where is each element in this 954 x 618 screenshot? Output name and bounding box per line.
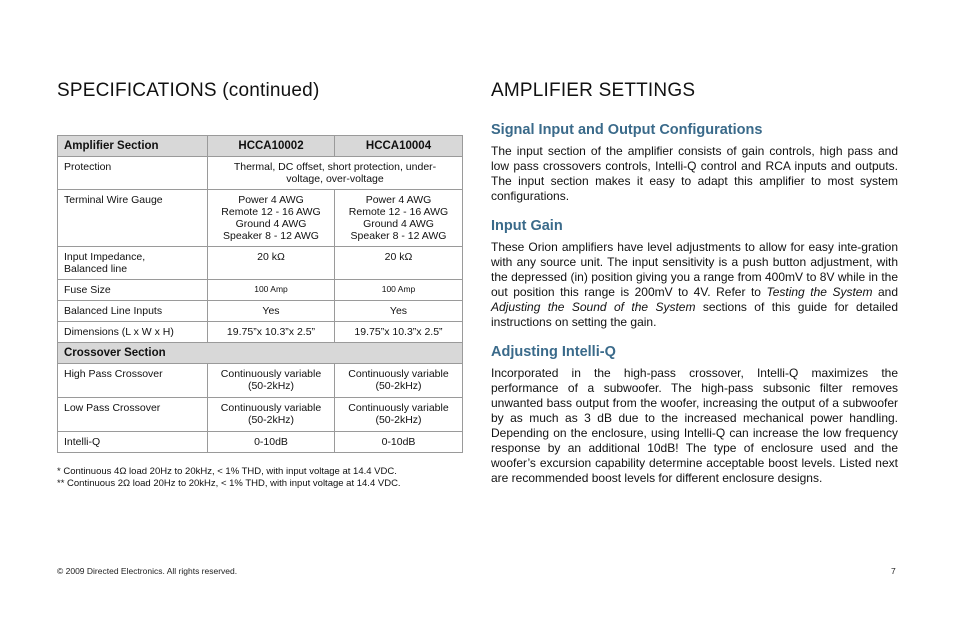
- footnote: * Continuous 4Ω load 20Hz to 20kHz, < 1% THD, with input voltage at 14.4 VDC.: [57, 466, 397, 477]
- table-row: [58, 190, 463, 247]
- row-value: Power 4 AWG Remote 12 - 16 AWG Ground 4 AWG Speaker 8 - 12 AWG: [335, 190, 463, 247]
- amplifier-settings-column: [491, 80, 898, 500]
- footnotes: [57, 466, 462, 490]
- row-value: Continuously variable (50-2kHz): [335, 364, 463, 398]
- row-value: 20 kΩ: [208, 247, 335, 280]
- table-row: [58, 432, 463, 453]
- specifications-title: SPECIFICATIONS (continued): [57, 80, 320, 101]
- row-label: Input Impedance, Balanced line: [58, 247, 208, 280]
- table-row: [58, 322, 463, 343]
- table-row: [58, 364, 463, 398]
- row-value: Thermal, DC offset, short protection, under- voltage, over-voltage: [208, 157, 463, 190]
- row-value: Power 4 AWG Remote 12 - 16 AWG Ground 4 AWG Speaker 8 - 12 AWG: [208, 190, 335, 247]
- row-value: 19.75”x 10.3”x 2.5”: [208, 322, 335, 343]
- row-label: Dimensions (L x W x H): [58, 322, 208, 343]
- row-value: Continuously variable (50-2kHz): [208, 398, 335, 432]
- row-value: Yes: [208, 301, 335, 322]
- amplifier-settings-title: AMPLIFIER SETTINGS: [491, 80, 696, 101]
- crossover-section-header: Crossover Section: [58, 343, 463, 364]
- table-header-cell: HCCA10004: [335, 136, 463, 157]
- body-text: These Orion amplifiers have level adjustments to allow for easy inte-gration with any source unit. The input sensitivity is a push button adjustment, with the depressed (in) position giving you a range from 400mV to 8V while in the out position this range is 200mV to 4V. Refer to: [491, 240, 898, 299]
- row-label: Low Pass Crossover: [58, 398, 208, 432]
- row-value: Continuously variable (50-2kHz): [208, 364, 335, 398]
- row-value: 19.75”x 10.3”x 2.5”: [335, 322, 463, 343]
- table-header-row: [58, 136, 463, 157]
- table-header-cell: Amplifier Section: [58, 136, 208, 157]
- row-label: Intelli-Q: [58, 432, 208, 453]
- table-row: [58, 301, 463, 322]
- row-label: Balanced Line Inputs: [58, 301, 208, 322]
- table-row: [58, 280, 463, 301]
- footnote: ** Continuous 2Ω load 20Hz to 20kHz, < 1% THD, with input voltage at 14.4 VDC.: [57, 478, 401, 489]
- table-row: [58, 398, 463, 432]
- row-value: Continuously variable (50-2kHz): [335, 398, 463, 432]
- table-row: [58, 157, 463, 190]
- section-body: The input section of the amplifier consists of gain controls, high pass and low pass crossovers controls, Intelli-Q control and RCA inputs and outputs. The input section makes it easy to adapt this amplifier to most system configurations.: [491, 144, 898, 203]
- row-value: 100 Amp: [208, 280, 335, 301]
- section-body: Incorporated in the high-pass crossover, Intelli-Q maximizes the performance of a subwoofer. The high-pass subsonic filter removes unwanted bass output from the woofer, increasing the output of a subwoofer by as much as 3 dB due to the increased mechanical power handling. Depending on the enclosure, using Intelli-Q can increase the low frequency response by an additional 10dB! The type of enclosure used and the woofer’s excursion capability determine acceptable boost levels. Listed next are recommended boost levels for different enclosure designs.: [491, 366, 898, 485]
- reference-text: Adjusting the Sound of the System: [491, 300, 696, 314]
- row-value: 100 Amp: [335, 280, 463, 301]
- page-number: 7: [891, 566, 896, 576]
- table-row: [58, 247, 463, 280]
- specifications-table: [57, 135, 463, 453]
- row-value: Yes: [335, 301, 463, 322]
- copyright-text: © 2009 Directed Electronics. All rights reserved.: [57, 566, 238, 576]
- row-label: Terminal Wire Gauge: [58, 190, 208, 247]
- body-text: and: [872, 285, 898, 299]
- row-label: Fuse Size: [58, 280, 208, 301]
- row-value: 0-10dB: [208, 432, 335, 453]
- reference-text: Testing the System: [766, 285, 873, 299]
- section-heading: Adjusting Intelli-Q: [491, 344, 616, 360]
- specifications-column: [57, 80, 462, 490]
- body-text: sections of this guide for detailed instructions on setting the gain.: [491, 300, 898, 329]
- row-label: High Pass Crossover: [58, 364, 208, 398]
- row-label: Protection: [58, 157, 208, 190]
- section-body: [491, 240, 898, 330]
- section-heading: Signal Input and Output Configurations: [491, 122, 763, 138]
- row-value: 20 kΩ: [335, 247, 463, 280]
- table-header-cell: HCCA10002: [208, 136, 335, 157]
- row-value: 0-10dB: [335, 432, 463, 453]
- section-heading: Input Gain: [491, 218, 563, 234]
- table-section-row: [58, 343, 463, 364]
